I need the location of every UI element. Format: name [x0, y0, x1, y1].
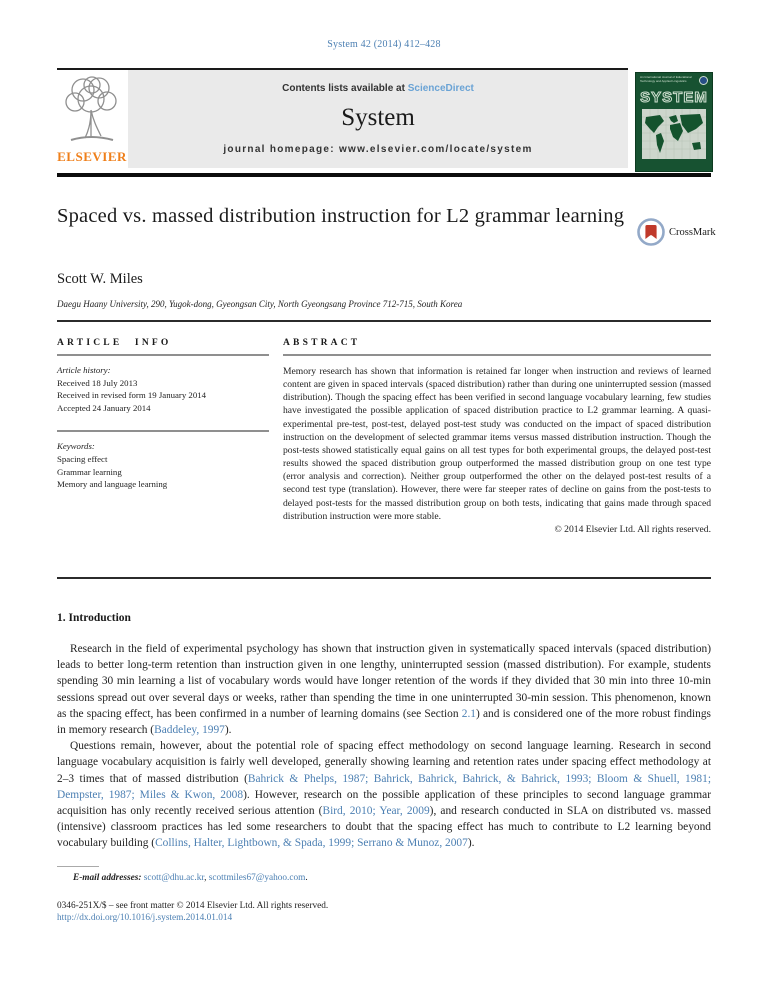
author-affiliation: Daegu Haany University, 290, Yugok-dong, Gyeongsan City, North Gyeongsang Province 712-715, South Korea	[57, 299, 463, 309]
text-segment: ,	[204, 873, 209, 883]
keywords-lines	[57, 453, 269, 491]
crossmark-button[interactable]	[637, 218, 716, 246]
text-segment: Research in the field of experimental psychology has shown that instruction given in systematically spaced intervals (spaced distribution) leads to better long-term retention than instruction given in one lengthy, uninterrupted session (massed distribution). For example, students spending 30 min learning a list of vocabulary words would have longer retention of the words if they divided that 30 min into three 10-min sessions spread out over several days or weeks, rather than spending the time in one uninterrupted 30-min session. This phenomenon, known as the spacing effect, has been confirmed in a number of learning domains (see Section	[57, 643, 711, 720]
keywords-label: Keywords:	[57, 441, 95, 452]
text-segment: ), and research conducted in SLA on distributed vs. massed (intensive) classroom practices has led some researchers to doubt that the spacing effect has much to contribute to L2 learning beyond vocabulary building (	[57, 805, 711, 850]
citation-link[interactable]: scottmiles67@yahoo.com	[208, 873, 306, 883]
text-segment: ) and is considered one of the more robust findings in memory research (	[57, 707, 711, 737]
copyright-line: © 2014 Elsevier Ltd. All rights reserved.	[554, 523, 711, 535]
sciencedirect-link[interactable]: ScienceDirect	[407, 83, 474, 94]
info-line: Received 18 July 2013	[57, 377, 138, 388]
citation-link[interactable]: Baddeley, 1997	[154, 724, 225, 737]
contents-prefix: Contents lists available at	[282, 83, 408, 94]
keywords-block	[57, 432, 269, 500]
article-history-label: Article history:	[57, 365, 111, 375]
info-line: Memory and language learning	[57, 479, 168, 490]
elsevier-tree-icon	[61, 74, 123, 148]
title-divider	[57, 320, 711, 322]
info-line: Spacing effect	[57, 453, 108, 464]
cover-footer-text	[640, 161, 680, 169]
info-line: Grammar learning	[57, 466, 122, 477]
article-info-column	[57, 338, 269, 501]
article-history-lines	[57, 377, 269, 415]
text-segment: ).	[224, 724, 232, 737]
text-segment: Questions remain, however, about the potential role of spacing effect methodology on second language learning. Research in second language vocabulary acquisition is fairly well developed, generally showing learning and retention rates under spacing effect methodology at 2–3 times that of massed distribution (	[57, 740, 711, 785]
journal-title: System	[341, 104, 415, 131]
journal-homepage-link[interactable]: journal homepage: www.elsevier.com/locate/system	[223, 144, 533, 155]
email-links	[141, 873, 307, 883]
cover-top-row	[640, 76, 708, 88]
citation-link[interactable]: scott@dhu.ac.kr	[143, 873, 205, 883]
email-addresses-line	[57, 873, 711, 883]
abstract-column	[283, 338, 711, 535]
introduction-body	[57, 641, 711, 852]
author-name: Scott W. Miles	[57, 271, 143, 287]
journal-cover-thumbnail	[635, 72, 713, 172]
citation-link[interactable]: 2.1	[461, 707, 477, 720]
citation-link[interactable]: Collins, Halter, Lightbown, & Spada, 1999; Serrano & Munoz, 2007	[155, 837, 468, 850]
contents-line	[128, 83, 628, 94]
text-segment: .	[305, 873, 308, 883]
abstract-bottom-divider	[57, 577, 711, 579]
footnote-divider	[57, 866, 99, 867]
intro-paragraph-2	[57, 738, 711, 851]
journal-banner	[128, 70, 628, 168]
crossmark-icon	[637, 218, 665, 246]
email-label: E-mail addresses:	[73, 873, 142, 883]
citation-link[interactable]: Bahrick & Phelps, 1987; Bahrick, Bahrick, Bahrick, & Bahrick, 1993; Bloom & Shuell, 1981; Dempster, 1987; Miles & Kwon, 2008	[57, 772, 711, 801]
citation-link[interactable]: Bird, 2010; Year, 2009	[322, 805, 430, 818]
world-map-icon	[642, 109, 706, 159]
banner-bottom-rule	[57, 173, 711, 177]
intro-paragraph-1	[57, 641, 711, 738]
text-segment: ). However, research on the possible application of these principles to second language grammar acquisition has only recently received serious attention (	[57, 788, 712, 818]
article-info-heading: ARTICLE INFO	[57, 338, 172, 348]
text-segment: ).	[467, 837, 475, 850]
article-title: Spaced vs. massed distribution instruction for L2 grammar learning	[57, 205, 625, 227]
section-heading-introduction: 1. Introduction	[57, 612, 131, 624]
cover-journal-name: SYSTEM	[640, 89, 708, 106]
article-history-block	[57, 356, 269, 424]
elsevier-wordmark: ELSEVIER	[57, 149, 127, 164]
front-matter-line: 0346-251X/$ – see front matter © 2014 Elsevier Ltd. All rights reserved.	[57, 901, 329, 911]
crossmark-label: CrossMark	[669, 226, 716, 238]
cover-subtitle: An International Journal of Educational Technology and Applied Linguistics	[640, 76, 692, 83]
abstract-text: Memory research has shown that information is retained far longer when instruction and reviews of learned content are given in spaced intervals (spaced distribution) rather than during one uninterrupted session (massed distribution). Though the spacing effect has been verified in second language vocabulary learning, few studies have investigated the possible application of spaced distribution practice to L2 grammar learning. A quasi-experimental pre-test, post-test, delayed post-test study was conducted on the impact of spaced distribution instruction on the development of selected grammar items versus massed distribution instruction. Though the post-tests showed statistically equal gains on all test types for both experimental groups, the delayed post-test results showed the spaced distribution group outperformed the massed distribution group on one test type (error analysis and correction). Neither group outperformed the other on the delayed post-test results of a second test type (translation). However, there were far steeper rates of decline on gains from the post-tests to delayed post-tests for the massed distribution group on both tests, indicating that gains made through spaced distribution instruction were more stable.	[283, 366, 711, 522]
doi-link[interactable]: http://dx.doi.org/10.1016/j.system.2014.01.014	[57, 913, 233, 923]
abstract-heading: ABSTRACT	[283, 338, 361, 348]
globe-icon	[699, 76, 708, 85]
elsevier-logo	[57, 74, 127, 170]
info-line: Received in revised form 19 January 2014	[57, 390, 207, 401]
journal-citation: System 42 (2014) 412–428	[327, 39, 441, 50]
info-line: Accepted 24 January 2014	[57, 402, 151, 413]
